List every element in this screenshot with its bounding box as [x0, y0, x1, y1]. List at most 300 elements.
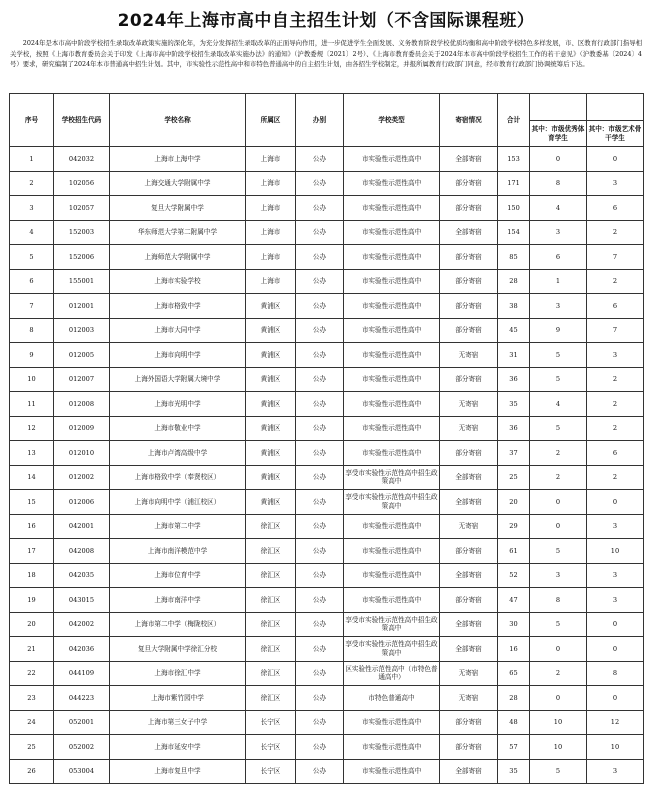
- cell-code: 012002: [54, 465, 110, 490]
- cell-code: 012010: [54, 441, 110, 466]
- cell-run-type: 公办: [296, 367, 344, 392]
- cell-district: 徐汇区: [246, 563, 296, 588]
- cell-code: 012006: [54, 490, 110, 515]
- cell-run-type: 公办: [296, 269, 344, 294]
- cell-run-type: 公办: [296, 514, 344, 539]
- cell-total: 153: [498, 147, 530, 172]
- cell-code: 012009: [54, 416, 110, 441]
- cell-total: 35: [498, 392, 530, 417]
- cell-sport: 2: [530, 661, 587, 686]
- cell-run-type: 公办: [296, 759, 344, 784]
- cell-total: 85: [498, 245, 530, 270]
- cell-school-name: 上海市光明中学: [110, 392, 246, 417]
- cell-run-type: 公办: [296, 661, 344, 686]
- table-row: [10, 245, 644, 270]
- table-row: [10, 318, 644, 343]
- cell-school-name: 复旦大学附属中学徐汇分校: [110, 637, 246, 662]
- cell-district: 黄浦区: [246, 367, 296, 392]
- cell-index: 10: [10, 367, 54, 392]
- cell-school-type: 市实验性示范性高中: [344, 245, 440, 270]
- cell-art: 2: [587, 392, 644, 417]
- cell-district: 长宁区: [246, 710, 296, 735]
- cell-art: 3: [587, 343, 644, 368]
- cell-sport: 5: [530, 343, 587, 368]
- cell-school-name: 上海市卢湾高级中学: [110, 441, 246, 466]
- cell-index: 3: [10, 196, 54, 221]
- cell-district: 上海市: [246, 220, 296, 245]
- cell-school-name: 上海市紫竹园中学: [110, 686, 246, 711]
- cell-boarding: 全部寄宿: [440, 563, 498, 588]
- cell-art: 6: [587, 196, 644, 221]
- cell-boarding: 部分寄宿: [440, 269, 498, 294]
- cell-sport: 3: [530, 563, 587, 588]
- cell-school-type: 市实验性示范性高中: [344, 441, 440, 466]
- cell-school-type: 市实验性示范性高中: [344, 343, 440, 368]
- cell-district: 黄浦区: [246, 465, 296, 490]
- header-boarding: 寄宿情况: [440, 94, 498, 147]
- cell-school-type: 享受市实验性示范性高中招生政策高中: [344, 490, 440, 515]
- cell-total: 20: [498, 490, 530, 515]
- cell-sport: 9: [530, 318, 587, 343]
- cell-index: 25: [10, 735, 54, 760]
- cell-art: 2: [587, 416, 644, 441]
- cell-sport: 8: [530, 588, 587, 613]
- cell-total: 30: [498, 612, 530, 637]
- cell-index: 20: [10, 612, 54, 637]
- cell-run-type: 公办: [296, 171, 344, 196]
- header-name: 学校名称: [110, 94, 246, 147]
- cell-code: 042002: [54, 612, 110, 637]
- cell-art: 10: [587, 539, 644, 564]
- cell-total: 48: [498, 710, 530, 735]
- cell-art: 0: [587, 147, 644, 172]
- cell-run-type: 公办: [296, 441, 344, 466]
- cell-boarding: 无寄宿: [440, 661, 498, 686]
- cell-school-name: 上海外国语大学附属大境中学: [110, 367, 246, 392]
- cell-district: 上海市: [246, 245, 296, 270]
- cell-school-name: 上海市徐汇中学: [110, 661, 246, 686]
- cell-district: 徐汇区: [246, 612, 296, 637]
- cell-total: 52: [498, 563, 530, 588]
- cell-total: 28: [498, 686, 530, 711]
- cell-index: 19: [10, 588, 54, 613]
- cell-sport: 5: [530, 612, 587, 637]
- cell-school-name: 上海师范大学附属中学: [110, 245, 246, 270]
- cell-run-type: 公办: [296, 686, 344, 711]
- cell-boarding: 部分寄宿: [440, 539, 498, 564]
- cell-sport: 3: [530, 220, 587, 245]
- cell-art: 0: [587, 637, 644, 662]
- header-blank-1: [530, 94, 587, 121]
- cell-school-type: 区实验性示范性高中（市特色普通高中）: [344, 661, 440, 686]
- cell-code: 102056: [54, 171, 110, 196]
- cell-sport: 0: [530, 147, 587, 172]
- cell-sport: 6: [530, 245, 587, 270]
- cell-sport: 2: [530, 441, 587, 466]
- cell-school-name: 上海市第二中学（梅陇校区）: [110, 612, 246, 637]
- cell-district: 黄浦区: [246, 490, 296, 515]
- cell-total: 35: [498, 759, 530, 784]
- header-code: 学校招生代码: [54, 94, 110, 147]
- cell-school-name: 上海市复旦中学: [110, 759, 246, 784]
- cell-district: 黄浦区: [246, 416, 296, 441]
- cell-index: 22: [10, 661, 54, 686]
- header-index: 序号: [10, 94, 54, 147]
- cell-index: 16: [10, 514, 54, 539]
- cell-code: 012008: [54, 392, 110, 417]
- cell-art: 0: [587, 490, 644, 515]
- cell-school-type: 市实验性示范性高中: [344, 220, 440, 245]
- cell-sport: 4: [530, 196, 587, 221]
- cell-run-type: 公办: [296, 490, 344, 515]
- cell-district: 徐汇区: [246, 661, 296, 686]
- cell-run-type: 公办: [296, 343, 344, 368]
- cell-school-type: 市实验性示范性高中: [344, 147, 440, 172]
- table-row: [10, 441, 644, 466]
- cell-sport: 10: [530, 735, 587, 760]
- cell-sport: 5: [530, 539, 587, 564]
- cell-art: 2: [587, 465, 644, 490]
- header-run: 办别: [296, 94, 344, 147]
- cell-district: 徐汇区: [246, 637, 296, 662]
- table-row: [10, 686, 644, 711]
- cell-sport: 1: [530, 269, 587, 294]
- cell-art: 3: [587, 563, 644, 588]
- cell-school-type: 享受市实验性示范性高中招生政策高中: [344, 612, 440, 637]
- cell-boarding: 全部寄宿: [440, 147, 498, 172]
- table-row: [10, 465, 644, 490]
- cell-school-type: 市实验性示范性高中: [344, 269, 440, 294]
- cell-school-name: 上海市向明中学: [110, 343, 246, 368]
- cell-code: 012005: [54, 343, 110, 368]
- table-row: [10, 588, 644, 613]
- table-row: [10, 343, 644, 368]
- cell-art: 0: [587, 686, 644, 711]
- cell-school-type: 市实验性示范性高中: [344, 735, 440, 760]
- cell-district: 黄浦区: [246, 343, 296, 368]
- cell-art: 2: [587, 367, 644, 392]
- cell-run-type: 公办: [296, 220, 344, 245]
- cell-school-type: 享受市实验性示范性高中招生政策高中: [344, 637, 440, 662]
- cell-art: 2: [587, 269, 644, 294]
- cell-sport: 5: [530, 416, 587, 441]
- cell-run-type: 公办: [296, 147, 344, 172]
- cell-code: 152006: [54, 245, 110, 270]
- cell-run-type: 公办: [296, 294, 344, 319]
- cell-boarding: 部分寄宿: [440, 171, 498, 196]
- cell-run-type: 公办: [296, 416, 344, 441]
- cell-total: 47: [498, 588, 530, 613]
- cell-sport: 5: [530, 759, 587, 784]
- cell-code: 042001: [54, 514, 110, 539]
- cell-sport: 2: [530, 465, 587, 490]
- header-sport: 其中：市级优秀体育学生: [530, 121, 587, 147]
- cell-art: 3: [587, 171, 644, 196]
- cell-index: 5: [10, 245, 54, 270]
- cell-code: 155001: [54, 269, 110, 294]
- cell-code: 043015: [54, 588, 110, 613]
- cell-code: 042032: [54, 147, 110, 172]
- cell-index: 17: [10, 539, 54, 564]
- cell-total: 16: [498, 637, 530, 662]
- cell-code: 152003: [54, 220, 110, 245]
- cell-index: 21: [10, 637, 54, 662]
- table-body: [10, 147, 644, 784]
- header-art: 其中：市级艺术骨干学生: [587, 121, 644, 147]
- cell-index: 13: [10, 441, 54, 466]
- cell-run-type: 公办: [296, 637, 344, 662]
- cell-total: 171: [498, 171, 530, 196]
- cell-index: 11: [10, 392, 54, 417]
- table-row: [10, 220, 644, 245]
- cell-total: 57: [498, 735, 530, 760]
- cell-index: 9: [10, 343, 54, 368]
- cell-school-type: 市实验性示范性高中: [344, 539, 440, 564]
- cell-district: 长宁区: [246, 759, 296, 784]
- cell-boarding: 部分寄宿: [440, 710, 498, 735]
- cell-school-type: 市特色普通高中: [344, 686, 440, 711]
- cell-code: 042008: [54, 539, 110, 564]
- cell-boarding: 无寄宿: [440, 514, 498, 539]
- cell-school-type: 市实验性示范性高中: [344, 171, 440, 196]
- cell-total: 31: [498, 343, 530, 368]
- cell-art: 3: [587, 759, 644, 784]
- cell-art: 3: [587, 588, 644, 613]
- cell-boarding: 部分寄宿: [440, 441, 498, 466]
- cell-school-type: 享受市实验性示范性高中招生政策高中: [344, 465, 440, 490]
- cell-run-type: 公办: [296, 465, 344, 490]
- cell-total: 29: [498, 514, 530, 539]
- cell-school-name: 复旦大学附属中学: [110, 196, 246, 221]
- cell-district: 徐汇区: [246, 686, 296, 711]
- cell-boarding: 部分寄宿: [440, 367, 498, 392]
- cell-boarding: 全部寄宿: [440, 465, 498, 490]
- cell-run-type: 公办: [296, 539, 344, 564]
- cell-art: 10: [587, 735, 644, 760]
- cell-school-type: 市实验性示范性高中: [344, 588, 440, 613]
- cell-boarding: 无寄宿: [440, 686, 498, 711]
- cell-sport: 0: [530, 514, 587, 539]
- cell-boarding: 部分寄宿: [440, 196, 498, 221]
- cell-school-type: 市实验性示范性高中: [344, 710, 440, 735]
- cell-boarding: 部分寄宿: [440, 588, 498, 613]
- cell-code: 052001: [54, 710, 110, 735]
- table-row: [10, 661, 644, 686]
- cell-code: 042035: [54, 563, 110, 588]
- table-row: [10, 171, 644, 196]
- page-title: 2024年上海市高中自主招生计划（不含国际课程班）: [117, 11, 535, 31]
- table-row: [10, 416, 644, 441]
- cell-school-name: 上海市格致中学: [110, 294, 246, 319]
- table-row: [10, 294, 644, 319]
- cell-art: 6: [587, 441, 644, 466]
- cell-district: 上海市: [246, 269, 296, 294]
- table-row: [10, 490, 644, 515]
- table-row: [10, 637, 644, 662]
- cell-school-name: 上海市位育中学: [110, 563, 246, 588]
- header-district: 所属区: [246, 94, 296, 147]
- cell-art: 6: [587, 294, 644, 319]
- cell-total: 61: [498, 539, 530, 564]
- cell-code: 012007: [54, 367, 110, 392]
- table-row: [10, 710, 644, 735]
- cell-run-type: 公办: [296, 245, 344, 270]
- cell-school-type: 市实验性示范性高中: [344, 759, 440, 784]
- cell-school-name: 上海市第三女子中学: [110, 710, 246, 735]
- cell-art: 2: [587, 220, 644, 245]
- enrollment-table: [9, 93, 644, 784]
- cell-school-type: 市实验性示范性高中: [344, 318, 440, 343]
- cell-school-name: 上海市大同中学: [110, 318, 246, 343]
- table-row: [10, 367, 644, 392]
- table-row: [10, 514, 644, 539]
- cell-index: 2: [10, 171, 54, 196]
- cell-school-name: 上海交通大学附属中学: [110, 171, 246, 196]
- cell-total: 154: [498, 220, 530, 245]
- cell-school-name: 华东师范大学第二附属中学: [110, 220, 246, 245]
- header-blank-2: [587, 94, 644, 121]
- cell-index: 15: [10, 490, 54, 515]
- cell-school-name: 上海市实验学校: [110, 269, 246, 294]
- cell-index: 6: [10, 269, 54, 294]
- cell-school-type: 市实验性示范性高中: [344, 416, 440, 441]
- table-row: [10, 563, 644, 588]
- cell-district: 徐汇区: [246, 539, 296, 564]
- cell-district: 上海市: [246, 171, 296, 196]
- cell-total: 65: [498, 661, 530, 686]
- cell-school-type: 市实验性示范性高中: [344, 294, 440, 319]
- cell-district: 长宁区: [246, 735, 296, 760]
- cell-run-type: 公办: [296, 563, 344, 588]
- cell-index: 1: [10, 147, 54, 172]
- cell-total: 25: [498, 465, 530, 490]
- cell-school-name: 上海市上海中学: [110, 147, 246, 172]
- cell-school-type: 市实验性示范性高中: [344, 367, 440, 392]
- cell-index: 24: [10, 710, 54, 735]
- cell-boarding: 部分寄宿: [440, 735, 498, 760]
- cell-sport: 0: [530, 490, 587, 515]
- cell-boarding: 部分寄宿: [440, 245, 498, 270]
- table-row: [10, 539, 644, 564]
- cell-index: 23: [10, 686, 54, 711]
- cell-art: 3: [587, 514, 644, 539]
- table-row: [10, 735, 644, 760]
- cell-sport: 0: [530, 686, 587, 711]
- cell-index: 26: [10, 759, 54, 784]
- cell-code: 042036: [54, 637, 110, 662]
- cell-district: 徐汇区: [246, 588, 296, 613]
- cell-run-type: 公办: [296, 588, 344, 613]
- cell-code: 102057: [54, 196, 110, 221]
- cell-boarding: 无寄宿: [440, 392, 498, 417]
- cell-total: 37: [498, 441, 530, 466]
- cell-sport: 5: [530, 367, 587, 392]
- cell-district: 上海市: [246, 147, 296, 172]
- cell-art: 7: [587, 245, 644, 270]
- cell-boarding: 部分寄宿: [440, 294, 498, 319]
- cell-code: 052002: [54, 735, 110, 760]
- table-row: [10, 392, 644, 417]
- cell-district: 徐汇区: [246, 514, 296, 539]
- cell-boarding: 全部寄宿: [440, 220, 498, 245]
- table-row: [10, 147, 644, 172]
- cell-district: 上海市: [246, 196, 296, 221]
- header-total: 合计: [498, 94, 530, 147]
- cell-sport: 8: [530, 171, 587, 196]
- cell-boarding: 部分寄宿: [440, 318, 498, 343]
- cell-district: 黄浦区: [246, 441, 296, 466]
- cell-index: 18: [10, 563, 54, 588]
- cell-district: 黄浦区: [246, 318, 296, 343]
- cell-run-type: 公办: [296, 318, 344, 343]
- cell-school-type: 市实验性示范性高中: [344, 392, 440, 417]
- cell-school-name: 上海市向明中学（浦江校区）: [110, 490, 246, 515]
- cell-code: 044223: [54, 686, 110, 711]
- cell-sport: 0: [530, 637, 587, 662]
- cell-boarding: 全部寄宿: [440, 612, 498, 637]
- cell-school-name: 上海市延安中学: [110, 735, 246, 760]
- cell-school-name: 上海市南洋中学: [110, 588, 246, 613]
- cell-art: 7: [587, 318, 644, 343]
- table-row: [10, 612, 644, 637]
- table-row: [10, 759, 644, 784]
- cell-boarding: 全部寄宿: [440, 490, 498, 515]
- cell-code: 053004: [54, 759, 110, 784]
- cell-code: 012001: [54, 294, 110, 319]
- cell-district: 黄浦区: [246, 392, 296, 417]
- header-type: 学校类型: [344, 94, 440, 147]
- cell-sport: 4: [530, 392, 587, 417]
- cell-boarding: 无寄宿: [440, 416, 498, 441]
- cell-run-type: 公办: [296, 735, 344, 760]
- cell-run-type: 公办: [296, 612, 344, 637]
- cell-total: 28: [498, 269, 530, 294]
- intro-paragraph: 2024年是本市高中阶段学校招生录取改革政策实施的深化年，为充分发挥招生录取改革的正面导向作用，进一步促进学生全面发展、义务教育阶段学校优质均衡和高中阶段学校特色多样发展，市、区教育行政部门指导相关学校，按照《上海市教育委员会关于印发《上海市高中阶段学校招生录取改革实施办法》的通知》（沪教委规〔2021〕2号）、《上海市教育委员会关于2024年本市高中阶段学校招生工作的若干意见》（沪教委基〔2024〕4号）要求，研究编制了2024年本市普通高中招生计划。其中，市实验性示范性高中和市特色普通高中的自主招生计划，由各招生学校制定，并报所属教育行政部门同意，经市教育行政部门协调统筹后下达。: [10, 39, 642, 68]
- cell-school-name: 上海市敬业中学: [110, 416, 246, 441]
- cell-boarding: 全部寄宿: [440, 637, 498, 662]
- cell-school-type: 市实验性示范性高中: [344, 196, 440, 221]
- cell-art: 0: [587, 612, 644, 637]
- table-row: [10, 269, 644, 294]
- table-row: [10, 196, 644, 221]
- cell-school-name: 上海市格致中学（奉贤校区）: [110, 465, 246, 490]
- cell-art: 8: [587, 661, 644, 686]
- cell-school-type: 市实验性示范性高中: [344, 514, 440, 539]
- cell-index: 12: [10, 416, 54, 441]
- cell-total: 38: [498, 294, 530, 319]
- cell-run-type: 公办: [296, 392, 344, 417]
- cell-district: 黄浦区: [246, 294, 296, 319]
- cell-run-type: 公办: [296, 710, 344, 735]
- cell-total: 36: [498, 367, 530, 392]
- cell-code: 012003: [54, 318, 110, 343]
- cell-sport: 3: [530, 294, 587, 319]
- cell-index: 4: [10, 220, 54, 245]
- cell-run-type: 公办: [296, 196, 344, 221]
- cell-boarding: 无寄宿: [440, 343, 498, 368]
- cell-total: 150: [498, 196, 530, 221]
- cell-total: 45: [498, 318, 530, 343]
- cell-art: 12: [587, 710, 644, 735]
- cell-sport: 10: [530, 710, 587, 735]
- cell-index: 8: [10, 318, 54, 343]
- cell-total: 36: [498, 416, 530, 441]
- cell-school-name: 上海市南洋模范中学: [110, 539, 246, 564]
- cell-boarding: 全部寄宿: [440, 759, 498, 784]
- cell-school-name: 上海市第二中学: [110, 514, 246, 539]
- cell-index: 7: [10, 294, 54, 319]
- cell-index: 14: [10, 465, 54, 490]
